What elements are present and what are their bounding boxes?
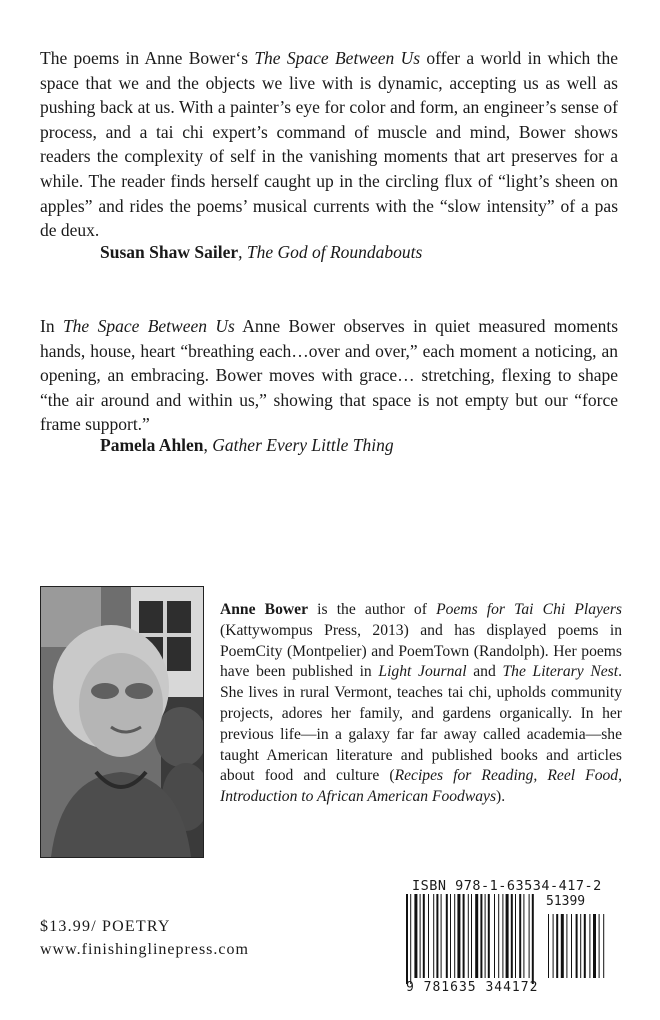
blurb1-author: Susan Shaw Sailer [100, 242, 239, 262]
bio-book: Poems for Tai Chi Players [436, 601, 622, 618]
barcode-number: 9 781635 344172 [406, 980, 539, 995]
barcode-bar [580, 914, 581, 978]
barcode-bar [593, 914, 596, 978]
blurb2-text: In [40, 316, 63, 336]
barcode-bar [532, 894, 534, 984]
barcode-bar [494, 894, 495, 978]
bio-text: (Kattywompus Press, 2013) and has displayed poems in PoemCity (Montpelier) and PoemTown (Randolph). Her poems have been published in [220, 621, 622, 681]
barcode-bar [502, 894, 503, 978]
barcode-bar [406, 894, 408, 984]
isbn-label: ISBN 978-1-63534-417-2 [412, 878, 602, 894]
barcode-bar [410, 894, 411, 984]
barcode-bar [420, 894, 421, 978]
publisher-website: www.finishinglinepress.com [40, 941, 249, 958]
barcode-bar [436, 894, 438, 978]
barcode-bar [553, 914, 554, 978]
barcode-bar [498, 894, 499, 978]
bio-author-name: Anne Bower [220, 601, 308, 618]
blurb2-book-title: The Space Between Us [62, 316, 235, 336]
barcode-bar [485, 894, 486, 978]
blurb2-sep: , [203, 435, 213, 455]
bio-text: and [466, 663, 503, 681]
barcode-bar [566, 914, 567, 978]
barcode-bar [423, 894, 425, 978]
bio-publication: The Literary Nest [502, 663, 619, 681]
barcode-bar [603, 914, 604, 978]
blurb1-sep: , [238, 242, 247, 262]
barcode-bar [428, 894, 429, 978]
barcode-bar [480, 894, 482, 978]
barcode-bar [475, 894, 478, 978]
blurb1-attribution [100, 240, 422, 264]
barcode-bar [433, 894, 434, 978]
barcode-bar [471, 894, 472, 978]
barcode-bar [506, 894, 509, 978]
barcode-bar [463, 894, 465, 978]
author-photo-drawing [41, 587, 203, 857]
blurb1-text-cont: offer a world in which the space that we and the objects we live with is dynamic, accepting us as well as pushing back at us. With a painter’s eye for color and form, an engineer’s sense of process, and a tai chi expert’s command of muscle and mind, Bower shows readers the complexity of self in the vanishing moments that art preserves for a while. The reader finds herself caught up in the circling flux of “light’s sheen on apples” and rides the poems’ musical currents with the “slow intensity” of a pas de deux. [40, 48, 618, 241]
barcode-bar [454, 894, 455, 978]
barcode-bar [589, 914, 590, 978]
barcode-bar [468, 894, 469, 978]
blurb1-text: The poems in Anne Bower‘s [40, 48, 255, 68]
bio-publication: Light Journal [378, 663, 467, 681]
barcode-bar [529, 894, 530, 978]
barcode-bar [548, 914, 549, 978]
barcode-bar [576, 914, 578, 978]
blurb-pamela-ahlen [40, 314, 618, 437]
bio-text: . She lives in rural Vermont, teaches tai chi, upholds community projects, adores her family, and gardens organically. In her previous life—in a galaxy far far away called academia—she taught American literature and published books and articles about food and culture ( [220, 663, 622, 785]
author-bio [220, 600, 622, 808]
blurb-susan-shaw-sailer [40, 46, 618, 243]
barcode-bar [488, 894, 490, 978]
barcode-bar [441, 894, 442, 978]
blurb2-author-book: Gather Every Little Thing [212, 435, 394, 455]
barcode-bar [599, 914, 600, 978]
blurb2-author: Pamela Ahlen [100, 435, 204, 455]
blurb1-author-book: The God of Roundabouts [246, 242, 423, 262]
barcode-bar [556, 914, 558, 978]
barcode-bar [414, 894, 417, 978]
barcode-bar [446, 894, 448, 978]
barcode-bar [515, 894, 516, 978]
bio-books: Recipes for Reading, Reel Food, Introduction to African American Foodways [220, 767, 622, 806]
barcode-bar [561, 914, 564, 978]
barcode-bar [523, 894, 524, 978]
price-category: $13.99/ POETRY [40, 918, 171, 935]
barcode-bar [519, 894, 521, 978]
barcode-bar [457, 894, 460, 978]
bio-text: is the author of [308, 601, 437, 618]
barcode-bar [511, 894, 513, 978]
barcode-bar [450, 894, 451, 978]
barcode-bar [584, 914, 586, 978]
blurb2-text-cont: Anne Bower observes in quiet measured moments hands, house, heart “breathing each…over and over,” each moment a noticing, an opening, an embracing. Bower moves with grace… stretching, flexing to shape “the air around and within us,” showing that space is not empty but our “force frame support.” [40, 316, 619, 435]
blurb1-book-title: The Space Between Us [254, 48, 421, 68]
author-photo [40, 586, 204, 858]
bio-text: ). [496, 788, 506, 806]
blurb2-attribution [100, 433, 394, 457]
barcode-bar [571, 914, 572, 978]
price-code: 51399 [546, 894, 586, 909]
